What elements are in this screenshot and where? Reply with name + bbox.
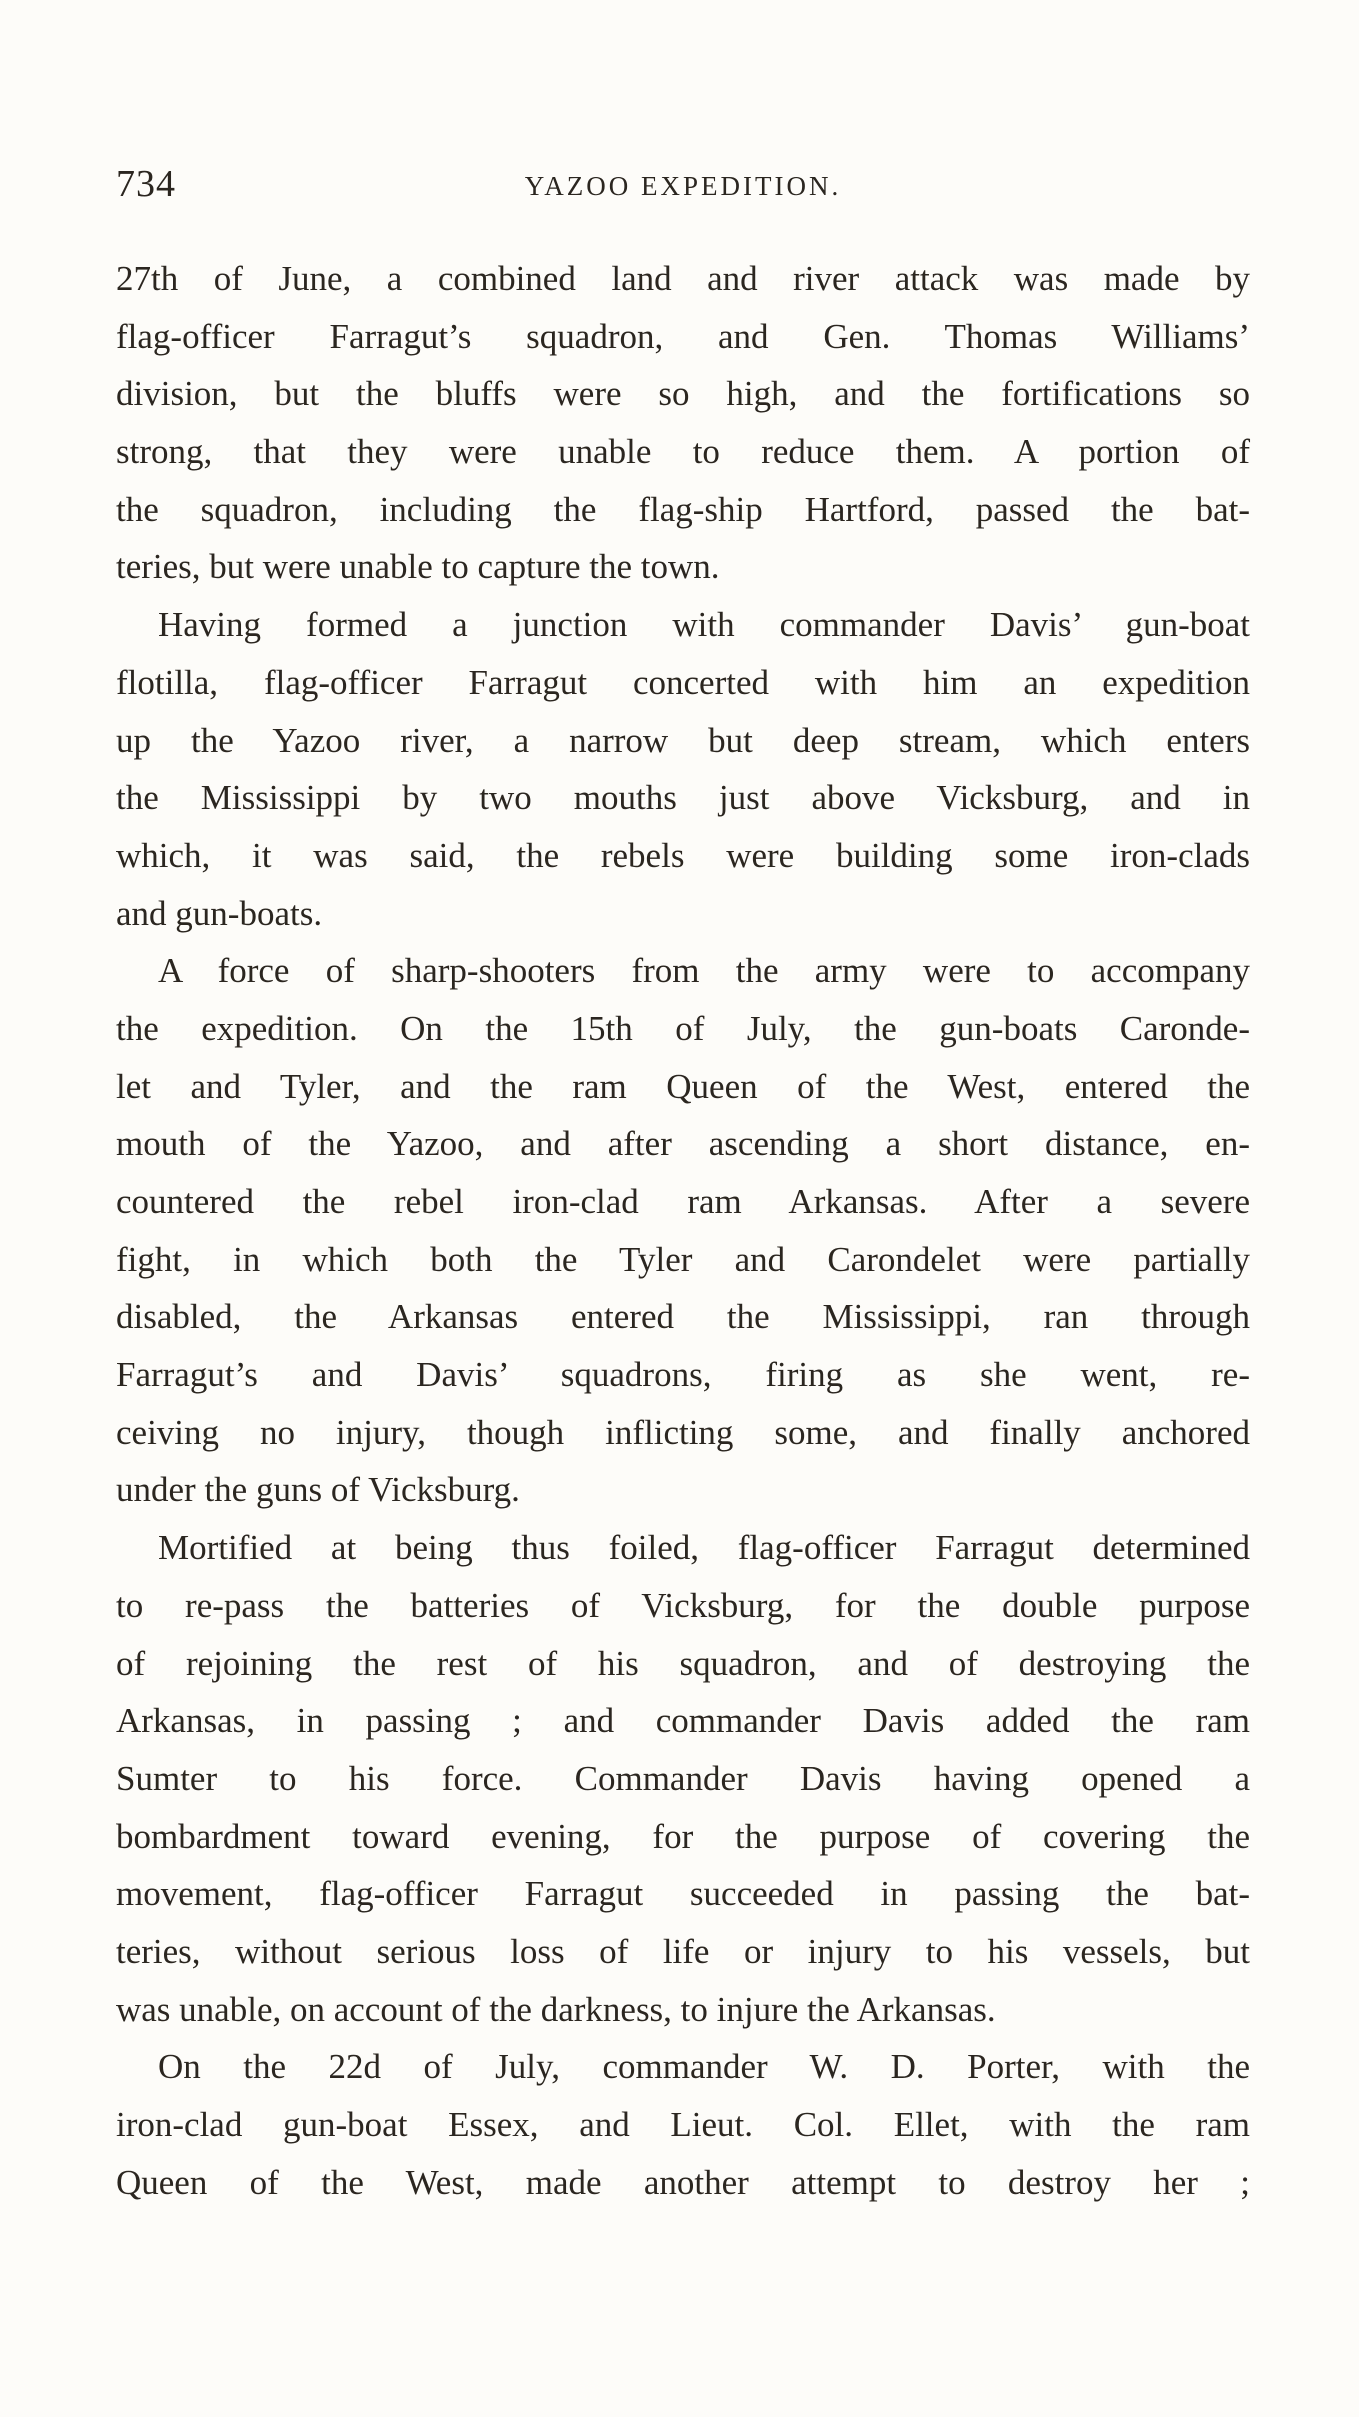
text-line: teries, without serious loss of life or injury to his vessels, but	[116, 1931, 1250, 1971]
text-line: 27th of June, a combined land and river attack was made by	[116, 259, 1250, 298]
text-line: Farragut’s and Davis’ squadrons, firing as she went, re-	[116, 1355, 1250, 1395]
text-line: to re-pass the batteries of Vicksburg, for the double purpose	[116, 1585, 1250, 1625]
text-line: Queen of the West, made another attempt to destroy her ;	[116, 2162, 1250, 2202]
text-line: the Mississippi by two mouths just above Vicksburg, and in	[116, 778, 1250, 818]
text-line: let and Tyler, and the ram Queen of the West, entered the	[116, 1066, 1250, 1106]
text-line: flag-officer Farragut’s squadron, and Gen. Thomas Williams’	[116, 316, 1250, 356]
page-number: 734	[116, 163, 176, 205]
text-line: under the guns of Vicksburg.	[116, 1470, 520, 1510]
text-line: and gun-boats.	[116, 893, 323, 933]
text-line: Sumter to his force. Commander Davis having opened a	[116, 1758, 1250, 1798]
text-line: mouth of the Yazoo, and after ascending a short distance, en-	[116, 1124, 1250, 1164]
paragraph-first-line: A force of sharp-shooters from the army were to accompany	[158, 951, 1250, 991]
text-line: division, but the bluffs were so high, and the fortifications so	[116, 374, 1250, 414]
text-line: disabled, the Arkansas entered the Mississippi, ran through	[116, 1297, 1250, 1337]
paragraph-first-line: On the 22d of July, commander W. D. Porter, with the	[158, 2047, 1250, 2087]
paragraph-first-line: Having formed a junction with commander Davis’ gun-boat	[158, 605, 1250, 645]
text-line: countered the rebel iron-clad ram Arkansas. After a severe	[116, 1182, 1250, 1221]
running-title: YAZOO EXPEDITION.	[524, 171, 842, 201]
text-line: up the Yazoo river, a narrow but deep stream, which enters	[116, 720, 1250, 760]
text-line: bombardment toward evening, for the purpose of covering the	[116, 1816, 1250, 1856]
text-line: teries, but were unable to capture the town.	[116, 547, 720, 587]
text-line: which, it was said, the rebels were building some iron-clads	[116, 835, 1250, 875]
body-text	[116, 250, 1250, 2211]
text-line: the squadron, including the flag-ship Hartford, passed the bat-	[116, 489, 1250, 529]
text-line: was unable, on account of the darkness, to injure the Arkansas.	[116, 1989, 996, 2029]
text-line: Arkansas, in passing ; and commander Davis added the ram	[116, 1701, 1250, 1741]
text-line: movement, flag-officer Farragut succeeded in passing the bat-	[116, 1874, 1250, 1914]
text-line: flotilla, flag-officer Farragut concerted with him an expedition	[116, 662, 1250, 702]
text-line: of rejoining the rest of his squadron, and of destroying the	[116, 1643, 1250, 1683]
paragraph-first-line: Mortified at being thus foiled, flag-officer Farragut determined	[158, 1528, 1250, 1568]
text-line: strong, that they were unable to reduce them. A portion of	[116, 432, 1250, 472]
running-head	[116, 160, 1250, 208]
text-line: ceiving no injury, though inflicting some, and finally anchored	[116, 1412, 1250, 1452]
text-line: iron-clad gun-boat Essex, and Lieut. Col. Ellet, with the ram	[116, 2105, 1250, 2144]
text-line: fight, in which both the Tyler and Carondelet were partially	[116, 1239, 1250, 1279]
text-line: the expedition. On the 15th of July, the gun-boats Caronde-	[116, 1008, 1250, 1048]
